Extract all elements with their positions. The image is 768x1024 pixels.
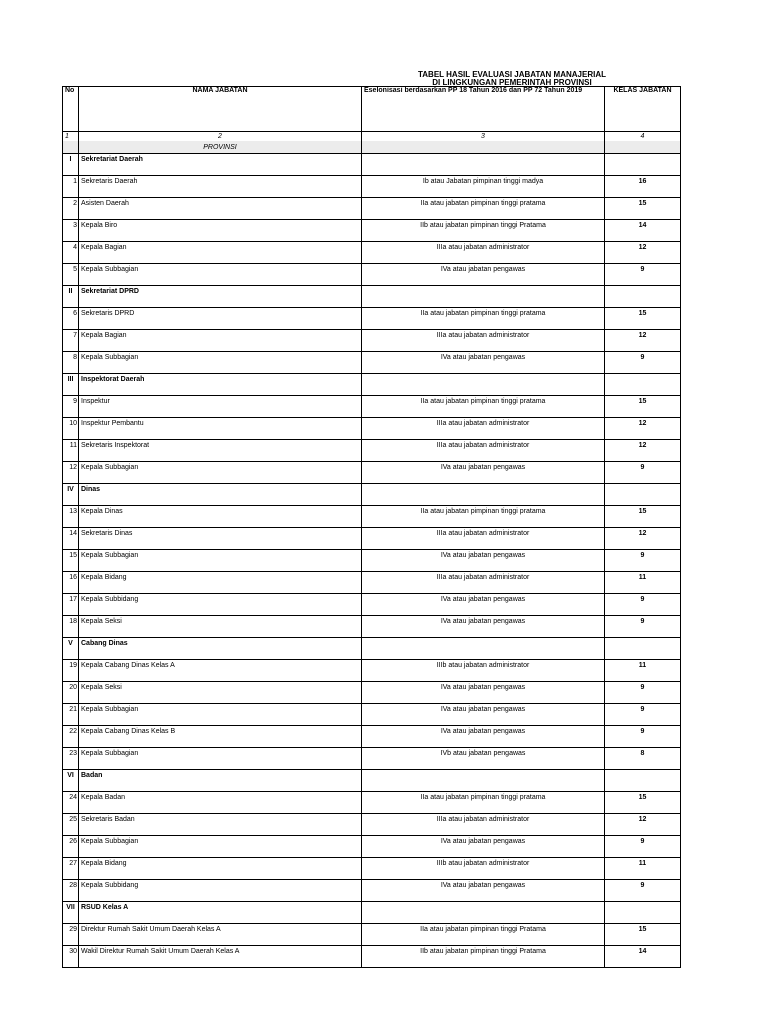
column-number-row xyxy=(63,132,681,142)
section-row xyxy=(63,638,681,660)
blank-cell xyxy=(362,374,605,396)
provinsi-blank-cell xyxy=(605,141,681,154)
eselonisasi-cell: IIIb atau jabatan administrator xyxy=(362,660,605,682)
eselonisasi-cell: IIIa atau jabatan administrator xyxy=(362,242,605,264)
blank-cell xyxy=(362,770,605,792)
kelas-jabatan-cell: 15 xyxy=(605,308,681,330)
table-row xyxy=(63,726,681,748)
row-number: 8 xyxy=(63,352,79,374)
kelas-jabatan-cell: 9 xyxy=(605,462,681,484)
kelas-jabatan-cell: 12 xyxy=(605,528,681,550)
eselonisasi-cell: IVa atau jabatan pengawas xyxy=(362,594,605,616)
eselonisasi-cell: IVa atau jabatan pengawas xyxy=(362,682,605,704)
row-number: 30 xyxy=(63,946,79,968)
eselonisasi-cell: IIIa atau jabatan administrator xyxy=(362,330,605,352)
table-row xyxy=(63,550,681,572)
table-row xyxy=(63,792,681,814)
kelas-jabatan-cell: 8 xyxy=(605,748,681,770)
row-number: 25 xyxy=(63,814,79,836)
eselonisasi-cell: IVa atau jabatan pengawas xyxy=(362,352,605,374)
jabatan-name: Kepala Badan xyxy=(79,792,362,814)
table-row xyxy=(63,308,681,330)
section-number: V xyxy=(63,638,79,660)
kelas-jabatan-cell: 9 xyxy=(605,880,681,902)
blank-cell xyxy=(605,154,681,176)
table-row xyxy=(63,418,681,440)
column-number: 2 xyxy=(79,132,362,142)
eselonisasi-cell: IIIa atau jabatan administrator xyxy=(362,440,605,462)
eselonisasi-cell: IIb atau jabatan pimpinan tinggi Pratama xyxy=(362,220,605,242)
provinsi-blank-cell xyxy=(362,141,605,154)
row-number: 5 xyxy=(63,264,79,286)
column-number: 4 xyxy=(605,132,681,142)
header-kelas-jabatan: KELAS JABATAN xyxy=(605,87,681,132)
column-number: 1 xyxy=(63,132,79,142)
section-name: Sekretariat DPRD xyxy=(79,286,362,308)
table-row xyxy=(63,440,681,462)
eselonisasi-cell: IIa atau jabatan pimpinan tinggi pratama xyxy=(362,396,605,418)
kelas-jabatan-cell: 14 xyxy=(605,220,681,242)
blank-cell xyxy=(362,484,605,506)
kelas-jabatan-cell: 15 xyxy=(605,506,681,528)
table-row xyxy=(63,660,681,682)
row-number: 17 xyxy=(63,594,79,616)
row-number: 28 xyxy=(63,880,79,902)
eselonisasi-cell: IVa atau jabatan pengawas xyxy=(362,836,605,858)
section-number: VI xyxy=(63,770,79,792)
jabatan-name: Kepala Subbagian xyxy=(79,462,362,484)
eselonisasi-cell: IVa atau jabatan pengawas xyxy=(362,264,605,286)
jabatan-name: Kepala Biro xyxy=(79,220,362,242)
jabatan-name: Kepala Subbidang xyxy=(79,880,362,902)
jabatan-name: Direktur Rumah Sakit Umum Daerah Kelas A xyxy=(79,924,362,946)
table-row xyxy=(63,748,681,770)
section-number: I xyxy=(63,154,79,176)
eselonisasi-cell: IIIa atau jabatan administrator xyxy=(362,418,605,440)
jabatan-name: Kepala Subbagian xyxy=(79,748,362,770)
kelas-jabatan-cell: 12 xyxy=(605,330,681,352)
section-row xyxy=(63,902,681,924)
eselonisasi-cell: IVa atau jabatan pengawas xyxy=(362,726,605,748)
eselonisasi-cell: IIa atau jabatan pimpinan tinggi pratama xyxy=(362,506,605,528)
table-row xyxy=(63,924,681,946)
row-number: 13 xyxy=(63,506,79,528)
table-row xyxy=(63,682,681,704)
jabatan-name: Kepala Cabang Dinas Kelas A xyxy=(79,660,362,682)
eselonisasi-cell: IVa atau jabatan pengawas xyxy=(362,616,605,638)
row-number: 12 xyxy=(63,462,79,484)
row-number: 7 xyxy=(63,330,79,352)
row-number: 18 xyxy=(63,616,79,638)
kelas-jabatan-cell: 12 xyxy=(605,242,681,264)
row-number: 22 xyxy=(63,726,79,748)
row-number: 11 xyxy=(63,440,79,462)
section-name: Inspektorat Daerah xyxy=(79,374,362,396)
table-row xyxy=(63,396,681,418)
row-number: 29 xyxy=(63,924,79,946)
jabatan-name: Kepala Bagian xyxy=(79,242,362,264)
kelas-jabatan-cell: 11 xyxy=(605,572,681,594)
eselonisasi-cell: IIIb atau jabatan administrator xyxy=(362,858,605,880)
section-row xyxy=(63,286,681,308)
kelas-jabatan-cell: 9 xyxy=(605,726,681,748)
row-number: 24 xyxy=(63,792,79,814)
jabatan-name: Sekretaris Dinas xyxy=(79,528,362,550)
jabatan-name: Sekretaris Daerah xyxy=(79,176,362,198)
kelas-jabatan-cell: 9 xyxy=(605,616,681,638)
table-row xyxy=(63,704,681,726)
jabatan-name: Kepala Seksi xyxy=(79,616,362,638)
jabatan-name: Kepala Subbagian xyxy=(79,704,362,726)
jabatan-name: Kepala Subbagian xyxy=(79,352,362,374)
section-name: Sekretariat Daerah xyxy=(79,154,362,176)
section-number: III xyxy=(63,374,79,396)
eselonisasi-cell: IIIa atau jabatan administrator xyxy=(362,814,605,836)
row-number: 4 xyxy=(63,242,79,264)
eselonisasi-cell: IVa atau jabatan pengawas xyxy=(362,880,605,902)
eselonisasi-cell: IVa atau jabatan pengawas xyxy=(362,550,605,572)
column-number: 3 xyxy=(362,132,605,142)
kelas-jabatan-cell: 9 xyxy=(605,594,681,616)
table-row xyxy=(63,330,681,352)
section-number: II xyxy=(63,286,79,308)
kelas-jabatan-cell: 15 xyxy=(605,924,681,946)
provinsi-label: PROVINSI xyxy=(79,141,362,154)
row-number: 14 xyxy=(63,528,79,550)
eselonisasi-cell: IIb atau jabatan pimpinan tinggi Pratama xyxy=(362,946,605,968)
jabatan-name: Sekretaris Inspektorat xyxy=(79,440,362,462)
table-subtitle: DI LINGKUNGAN PEMERINTAH PROVINSI xyxy=(432,78,592,87)
section-name: Badan xyxy=(79,770,362,792)
header-no: No xyxy=(63,87,79,132)
table-row xyxy=(63,528,681,550)
kelas-jabatan-cell: 9 xyxy=(605,550,681,572)
section-name: Cabang Dinas xyxy=(79,638,362,660)
jabatan-name: Inspektur Pembantu xyxy=(79,418,362,440)
eselonisasi-cell: IIa atau jabatan pimpinan tinggi pratama xyxy=(362,198,605,220)
kelas-jabatan-cell: 14 xyxy=(605,946,681,968)
kelas-jabatan-cell: 12 xyxy=(605,440,681,462)
table-row xyxy=(63,176,681,198)
jabatan-name: Sekretaris DPRD xyxy=(79,308,362,330)
jabatan-name: Inspektur xyxy=(79,396,362,418)
section-row xyxy=(63,484,681,506)
table-row xyxy=(63,462,681,484)
kelas-jabatan-cell: 15 xyxy=(605,396,681,418)
blank-cell xyxy=(605,484,681,506)
row-number: 3 xyxy=(63,220,79,242)
kelas-jabatan-cell: 9 xyxy=(605,836,681,858)
eselonisasi-cell: IIIa atau jabatan administrator xyxy=(362,572,605,594)
blank-cell xyxy=(605,638,681,660)
eselonisasi-cell: IVb atau jabatan pengawas xyxy=(362,748,605,770)
table-row xyxy=(63,616,681,638)
table-row xyxy=(63,198,681,220)
eselonisasi-cell: IIa atau jabatan pimpinan tinggi pratama xyxy=(362,792,605,814)
kelas-jabatan-cell: 15 xyxy=(605,198,681,220)
section-row xyxy=(63,374,681,396)
section-row xyxy=(63,770,681,792)
section-number: IV xyxy=(63,484,79,506)
blank-cell xyxy=(605,770,681,792)
kelas-jabatan-cell: 11 xyxy=(605,858,681,880)
table-row xyxy=(63,858,681,880)
jabatan-name: Kepala Subbagian xyxy=(79,836,362,858)
eselonisasi-cell: IIIa atau jabatan administrator xyxy=(362,528,605,550)
row-number: 19 xyxy=(63,660,79,682)
blank-cell xyxy=(605,374,681,396)
provinsi-row xyxy=(63,141,681,154)
jabatan-name: Kepala Subbagian xyxy=(79,264,362,286)
row-number: 26 xyxy=(63,836,79,858)
kelas-jabatan-cell: 12 xyxy=(605,814,681,836)
jabatan-name: Kepala Subbagian xyxy=(79,550,362,572)
kelas-jabatan-cell: 9 xyxy=(605,264,681,286)
jabatan-name: Wakil Direktur Rumah Sakit Umum Daerah Kelas A xyxy=(79,946,362,968)
row-number: 10 xyxy=(63,418,79,440)
row-number: 1 xyxy=(63,176,79,198)
eselonisasi-cell: IVa atau jabatan pengawas xyxy=(362,462,605,484)
kelas-jabatan-cell: 12 xyxy=(605,418,681,440)
evaluation-table xyxy=(62,86,681,968)
row-number: 20 xyxy=(63,682,79,704)
jabatan-name: Kepala Subbidang xyxy=(79,594,362,616)
eselonisasi-cell: IVa atau jabatan pengawas xyxy=(362,704,605,726)
eselonisasi-cell: IIa atau jabatan pimpinan tinggi pratama xyxy=(362,308,605,330)
row-number: 21 xyxy=(63,704,79,726)
table-row xyxy=(63,242,681,264)
kelas-jabatan-cell: 15 xyxy=(605,792,681,814)
blank-cell xyxy=(605,902,681,924)
table-row xyxy=(63,264,681,286)
section-number: VII xyxy=(63,902,79,924)
section-row xyxy=(63,154,681,176)
table-row xyxy=(63,506,681,528)
eselonisasi-cell: IIa atau jabatan pimpinan tinggi Pratama xyxy=(362,924,605,946)
jabatan-name: Sekretaris Badan xyxy=(79,814,362,836)
kelas-jabatan-cell: 9 xyxy=(605,682,681,704)
row-number: 27 xyxy=(63,858,79,880)
kelas-jabatan-cell: 11 xyxy=(605,660,681,682)
blank-cell xyxy=(362,286,605,308)
blank-cell xyxy=(605,286,681,308)
table-row xyxy=(63,814,681,836)
table-row xyxy=(63,946,681,968)
kelas-jabatan-cell: 9 xyxy=(605,352,681,374)
row-number: 16 xyxy=(63,572,79,594)
table-row xyxy=(63,572,681,594)
table-row xyxy=(63,836,681,858)
section-name: Dinas xyxy=(79,484,362,506)
blank-cell xyxy=(362,902,605,924)
jabatan-name: Kepala Bidang xyxy=(79,858,362,880)
row-number: 6 xyxy=(63,308,79,330)
table-row xyxy=(63,880,681,902)
header-nama-jabatan: NAMA JABATAN xyxy=(79,87,362,132)
kelas-jabatan-cell: 9 xyxy=(605,704,681,726)
eselonisasi-cell: Ib atau Jabatan pimpinan tinggi madya xyxy=(362,176,605,198)
jabatan-name: Kepala Dinas xyxy=(79,506,362,528)
section-name: RSUD Kelas A xyxy=(79,902,362,924)
row-number: 15 xyxy=(63,550,79,572)
table-row xyxy=(63,220,681,242)
jabatan-name: Asisten Daerah xyxy=(79,198,362,220)
jabatan-name: Kepala Cabang Dinas Kelas B xyxy=(79,726,362,748)
jabatan-name: Kepala Bidang xyxy=(79,572,362,594)
row-number: 2 xyxy=(63,198,79,220)
table-row xyxy=(63,352,681,374)
table-row xyxy=(63,594,681,616)
row-number: 23 xyxy=(63,748,79,770)
blank-cell xyxy=(362,638,605,660)
jabatan-name: Kepala Bagian xyxy=(79,330,362,352)
table-title: TABEL HASIL EVALUASI JABATAN MANAJERIAL xyxy=(417,70,606,79)
row-number: 9 xyxy=(63,396,79,418)
header-eselonisasi: Eselonisasi berdasarkan PP 18 Tahun 2016 dan PP 72 Tahun 2019 xyxy=(362,87,605,132)
jabatan-name: Kepala Seksi xyxy=(79,682,362,704)
header-row xyxy=(63,87,681,132)
blank-cell xyxy=(362,154,605,176)
provinsi-blank-cell xyxy=(63,141,79,154)
kelas-jabatan-cell: 16 xyxy=(605,176,681,198)
